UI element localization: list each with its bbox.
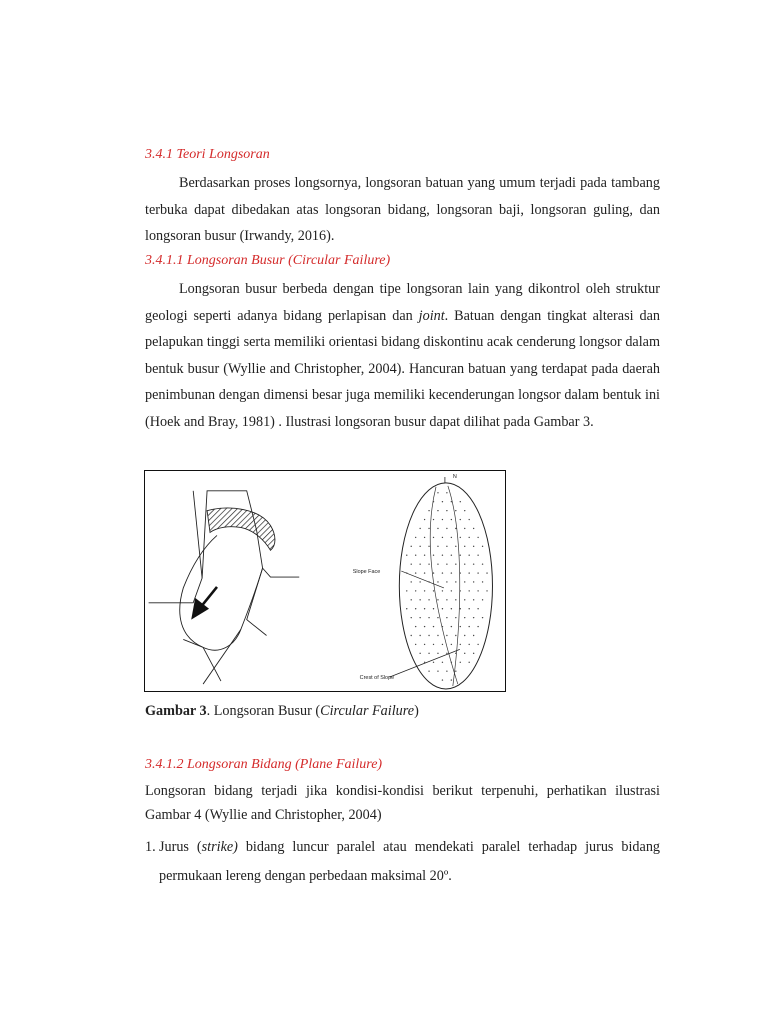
section-heading-3-4-1-1: 3.4.1.1 Longsoran Busur (Circular Failure) <box>145 253 391 268</box>
pole-dot <box>455 528 456 529</box>
pole-dot <box>428 510 429 511</box>
pole-dot <box>442 608 443 609</box>
north-label: N <box>452 473 457 480</box>
slope-face-label: Slope Face <box>352 569 381 576</box>
condition-list <box>145 833 660 891</box>
pole-dot <box>482 599 483 600</box>
pole-dot <box>451 644 452 645</box>
pole-dot <box>460 608 461 609</box>
pole-dot <box>424 572 425 573</box>
pole-dot <box>446 581 447 582</box>
paragraph-text: Berdasarkan proses longsornya, longsoran batuan yang umum terjadi pada tambang terbuka dapat dibedakan atas longsoran bidang, longsoran baji, longsoran guling, dan longsoran busur (Irwandy, 2016). <box>145 175 660 245</box>
pole-dot <box>437 528 438 529</box>
pole-dot <box>477 572 478 573</box>
pole-dot <box>437 492 438 493</box>
pole-dot <box>428 563 429 564</box>
movement-arrow <box>191 587 217 620</box>
pole-dot <box>415 644 416 645</box>
pole-dot <box>455 670 456 671</box>
paragraph-text-part1: Longsoran busur berbeda dengan tipe longsoran lain yang dikontrol oleh struktur geologi seperti adanya bidang perlapisan dan <box>145 281 660 324</box>
pole-dot <box>464 599 465 600</box>
figure-caption <box>145 703 419 720</box>
pole-dot <box>411 599 412 600</box>
pole-dot <box>437 546 438 547</box>
pole-dot <box>428 546 429 547</box>
pole-dot <box>468 519 469 520</box>
pole-dot <box>415 590 416 591</box>
pole-dot <box>442 555 443 556</box>
pole-dot <box>419 599 420 600</box>
pole-dot <box>424 644 425 645</box>
figure-circular-failure <box>144 470 506 692</box>
pole-dot <box>415 555 416 556</box>
pole-dot <box>419 581 420 582</box>
pole-dot <box>460 644 461 645</box>
pole-dot <box>468 555 469 556</box>
pole-dot <box>473 563 474 564</box>
pole-dot <box>482 546 483 547</box>
section-heading-3-4-1-2: 3.4.1.2 Longsoran Bidang (Plane Failure) <box>145 757 383 772</box>
paragraph-text-part2: . Batuan dengan tingkat alterasi dan pelapukan tinggi serta memiliki orientasi bidang diskontinu acak cenderung longsor dalam bentuk busur (Wyllie and Christopher, 2004). Hancuran batuan yang terdapat pada daerah penimbunan dengan dimensi besar juga memiliki kecenderungan longsor dalam bentuk ini (Hoek and Bray, 1981) . Ilustrasi longsoran busur dapat dilihat pada Gambar 3. <box>145 307 660 430</box>
list-item-italic-strike: strike) <box>201 839 238 855</box>
pole-dot <box>473 599 474 600</box>
pole-dot <box>455 546 456 547</box>
pole-dot <box>415 537 416 538</box>
pole-dot <box>442 644 443 645</box>
pole-dot <box>424 537 425 538</box>
pole-dot <box>433 608 434 609</box>
pole-dot <box>437 635 438 636</box>
list-item <box>145 833 660 891</box>
pole-dot <box>442 626 443 627</box>
pole-dot <box>464 581 465 582</box>
pole-dot <box>468 644 469 645</box>
stereonet-pole-dots <box>406 492 488 681</box>
pole-dot <box>406 555 407 556</box>
pole-dot <box>464 617 465 618</box>
caption-italic: Circular Failure <box>320 703 415 719</box>
pole-dot <box>419 653 420 654</box>
pole-dot <box>468 608 469 609</box>
pole-dot <box>477 608 478 609</box>
pole-dot <box>433 644 434 645</box>
pole-dot <box>411 581 412 582</box>
pole-dot <box>473 528 474 529</box>
pole-dot <box>473 546 474 547</box>
pole-dot <box>446 635 447 636</box>
pole-dot <box>460 519 461 520</box>
pole-dot <box>468 626 469 627</box>
pole-dot <box>424 590 425 591</box>
pole-dot <box>460 537 461 538</box>
pole-dot <box>419 617 420 618</box>
pole-dot <box>455 617 456 618</box>
section-heading-3-4-1: 3.4.1 Teori Longsoran <box>145 147 270 162</box>
pole-dot <box>446 670 447 671</box>
pole-dot <box>428 581 429 582</box>
pole-dot <box>446 599 447 600</box>
pole-dot <box>442 537 443 538</box>
pole-dot <box>428 617 429 618</box>
pole-dot <box>451 572 452 573</box>
paragraph-teori-longsoran <box>145 170 660 250</box>
pole-dot <box>415 626 416 627</box>
pole-dot <box>451 679 452 680</box>
pole-dot <box>460 501 461 502</box>
pole-dot <box>482 617 483 618</box>
pole-dot <box>428 635 429 636</box>
pole-dot <box>424 519 425 520</box>
pole-dot <box>442 572 443 573</box>
paragraph-longsoran-bidang: Longsoran bidang terjadi jika kondisi-kondisi berikut terpenuhi, perhatikan ilustrasi Gambar 4 (Wyllie and Christopher, 2004) <box>145 783 660 823</box>
pole-dot <box>442 662 443 663</box>
pole-dot <box>419 563 420 564</box>
paragraph-longsoran-busur <box>145 276 660 436</box>
pole-dot <box>464 635 465 636</box>
pole-dot <box>433 501 434 502</box>
list-item-text-part2: bidang luncur paralel atau mendekati paralel terhadap jurus bidang permukaan lereng dengan perbedaan maksimal 20º. <box>159 839 661 884</box>
pole-dot <box>464 563 465 564</box>
pole-dot <box>424 626 425 627</box>
pole-dot <box>451 501 452 502</box>
pole-dot <box>451 555 452 556</box>
pole-dot <box>419 635 420 636</box>
pole-dot <box>437 510 438 511</box>
pole-dot <box>419 528 420 529</box>
pole-dot <box>446 563 447 564</box>
pole-dot <box>428 653 429 654</box>
pole-dot <box>411 617 412 618</box>
pole-dot <box>451 626 452 627</box>
pole-dot <box>464 528 465 529</box>
pole-dot <box>477 644 478 645</box>
pole-dot <box>411 563 412 564</box>
pole-dot <box>473 581 474 582</box>
pole-dot <box>451 590 452 591</box>
pole-dot <box>406 608 407 609</box>
pole-dot <box>460 662 461 663</box>
pole-dot <box>442 590 443 591</box>
pole-dot <box>482 581 483 582</box>
pole-dot <box>437 670 438 671</box>
caption-end: ) <box>414 703 419 719</box>
pole-dot <box>433 626 434 627</box>
pole-dot <box>415 572 416 573</box>
pole-dot <box>411 635 412 636</box>
pole-dot <box>477 537 478 538</box>
failure-zone-hatched <box>207 508 275 550</box>
pole-dot <box>473 635 474 636</box>
pole-dot <box>442 519 443 520</box>
list-item-number: 1. <box>145 839 156 855</box>
crest-of-slope-label: Crest of Slope <box>359 675 395 682</box>
pole-dot <box>424 608 425 609</box>
pole-dot <box>451 537 452 538</box>
pole-dot <box>460 590 461 591</box>
list-item-text-part1: Jurus ( <box>159 839 202 855</box>
pole-dot <box>486 572 487 573</box>
circular-failure-illustration <box>145 471 505 691</box>
caption-figure-number: Gambar 3 <box>145 703 207 719</box>
pole-dot <box>419 546 420 547</box>
pole-dot <box>433 555 434 556</box>
pole-dot <box>451 608 452 609</box>
pole-dot <box>424 662 425 663</box>
pole-dot <box>433 662 434 663</box>
pole-dot <box>415 608 416 609</box>
pole-dot <box>433 519 434 520</box>
pole-dot <box>451 662 452 663</box>
pole-dot <box>433 537 434 538</box>
pole-dot <box>482 563 483 564</box>
pole-dot <box>446 492 447 493</box>
pole-dot <box>460 555 461 556</box>
pole-dot <box>433 590 434 591</box>
pole-dot <box>446 510 447 511</box>
pole-dot <box>437 581 438 582</box>
pole-dot <box>473 617 474 618</box>
pole-dot <box>473 653 474 654</box>
pole-dot <box>437 599 438 600</box>
pole-dot <box>428 528 429 529</box>
pole-dot <box>464 653 465 654</box>
pole-dot <box>486 590 487 591</box>
pole-dot <box>437 563 438 564</box>
pole-dot <box>477 590 478 591</box>
pole-dot <box>455 581 456 582</box>
pole-dot <box>437 653 438 654</box>
pole-dot <box>406 572 407 573</box>
pole-dot <box>464 510 465 511</box>
paragraph-italic-joint: joint <box>418 307 445 324</box>
pole-dot <box>437 617 438 618</box>
caption-text: . Longsoran Busur ( <box>206 703 321 719</box>
pole-dot <box>433 572 434 573</box>
pole-dot <box>442 679 443 680</box>
pole-dot <box>406 590 407 591</box>
pole-dot <box>455 563 456 564</box>
pole-dot <box>468 572 469 573</box>
pole-dot <box>424 555 425 556</box>
pole-dot <box>446 528 447 529</box>
pole-dot <box>428 670 429 671</box>
pole-dot <box>442 501 443 502</box>
pole-dot <box>455 510 456 511</box>
pole-dot <box>455 635 456 636</box>
pole-dot <box>477 626 478 627</box>
pole-dot <box>446 653 447 654</box>
pole-dot <box>455 653 456 654</box>
pole-dot <box>460 572 461 573</box>
pole-dot <box>446 546 447 547</box>
pole-dot <box>455 599 456 600</box>
pole-dot <box>464 546 465 547</box>
pole-dot <box>446 617 447 618</box>
list-item-text <box>159 833 660 891</box>
pole-dot <box>468 537 469 538</box>
pole-dot <box>477 555 478 556</box>
pole-dot <box>428 599 429 600</box>
pole-dot <box>411 546 412 547</box>
pole-dot <box>468 662 469 663</box>
pole-dot <box>468 590 469 591</box>
pole-dot <box>451 519 452 520</box>
pole-dot <box>460 626 461 627</box>
stereonet-drawing <box>389 477 492 689</box>
